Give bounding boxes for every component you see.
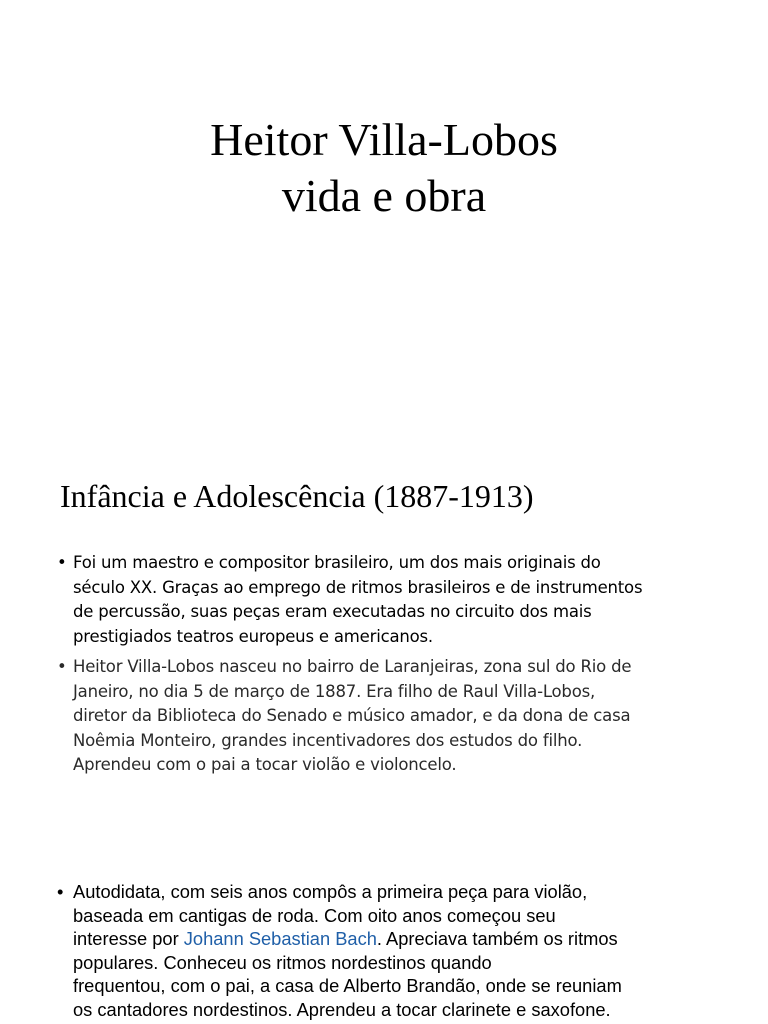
bullet-3-line: populares. Conheceu os ritmos nordestinos quando: [73, 951, 492, 973]
bullet-2-line: Janeiro, no dia 5 de março de 1887. Era filho de Raul Villa-Lobos,: [73, 681, 596, 701]
title-line-1: Heitor Villa-Lobos: [210, 114, 558, 165]
slide-title: [0, 112, 768, 224]
bullet-1-line: prestigiados teatros europeus e americanos.: [73, 626, 433, 646]
bullet-2-line: Noêmia Monteiro, grandes incentivadores dos estudos do filho.: [73, 730, 583, 750]
bullet-item-1: [57, 551, 717, 649]
bullet-2-line: Heitor Villa-Lobos nasceu no bairro de Laranjeiras, zona sul do Rio de: [73, 657, 632, 676]
bullet-dot: •: [57, 553, 67, 572]
bullet-3-line: frequentou, com o pai, a casa de Alberto Brandão, onde se reuniam: [73, 975, 622, 997]
bullet-3-line: os cantadores nordestinos. Aprendeu a tocar clarinete e saxofone.: [73, 998, 611, 1020]
bullet-item-2: [57, 655, 717, 778]
title-line-2: vida e obra: [281, 170, 487, 221]
bullet-3-line: [57, 927, 717, 951]
bullet-3-line: Autodidata, com seis anos compôs a primeira peça para violão,: [73, 881, 588, 902]
bullet-3-line: baseada em cantigas de roda. Com oito anos começou seu: [73, 904, 556, 926]
bullet-1-line: século XX. Graças ao emprego de ritmos brasileiros e de instrumentos: [73, 577, 643, 597]
bullet-item-3: [57, 880, 717, 1022]
bullet-2-line: diretor da Biblioteca do Senado e músico amador, e da dona de casa: [73, 706, 631, 725]
bullet-1-line: Foi um maestro e compositor brasileiro, um dos mais originais do: [73, 553, 601, 572]
bach-link[interactable]: Johann Sebastian Bach: [183, 928, 377, 950]
bullet-3-text: . Apreciava também os ritmos: [376, 928, 618, 950]
bullet-dot: •: [57, 657, 67, 676]
section-heading: Infância e Adolescência (1887-1913): [60, 478, 534, 514]
bullet-1-line: de percussão, suas peças eram executadas no circuito dos mais: [73, 602, 592, 621]
bullet-dot: •: [57, 881, 64, 902]
bullet-2-line: Aprendeu com o pai a tocar violão e violoncelo.: [73, 755, 457, 774]
bullet-3-text: interesse por: [73, 928, 184, 950]
